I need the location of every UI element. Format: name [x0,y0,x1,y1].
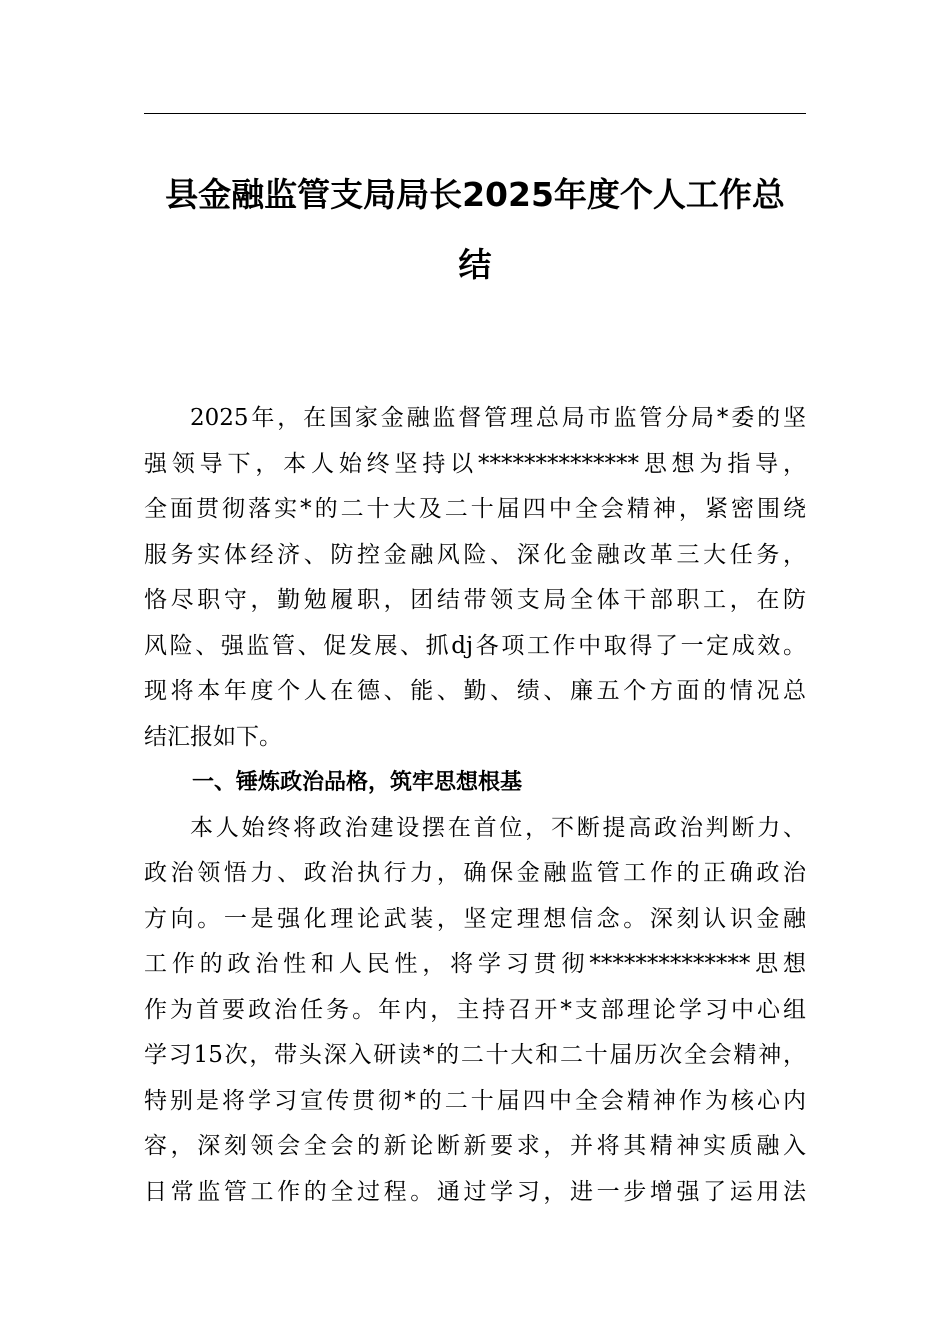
header-rule [144,113,806,114]
text-line: 日常监管工作的全过程。通过学习，进一步增强了运用法 [144,1178,806,1205]
text-line: 作为首要政治任务。年内，主持召开*支部理论学习中心组 [144,996,806,1023]
section-1-paragraph [144,806,806,1216]
text-line: 方向。一是强化理论武装，坚定理想信念。深刻认识金融 [144,905,806,932]
text-line: 容，深刻领会全会的新论断新要求，并将其精神实质融入 [144,1133,806,1159]
section-heading: 一、锤炼政治品格，筑牢思想根基 [192,770,523,795]
text-line: 服务实体经济、防控金融风险、深化金融改革三大任务， [144,541,806,568]
intro-paragraph [144,396,806,760]
text-line: 结汇报如下。 [144,723,282,750]
text-line: 特别是将学习宣传贯彻*的二十届四中全会精神作为核心内 [144,1087,806,1114]
text-line: 全面贯彻落实*的二十大及二十届四中全会精神，紧密围绕 [144,496,806,522]
text-line: 学习15次，带头深入研读*的二十大和二十届历次全会精神， [144,1042,806,1068]
text-line: 强领导下，本人始终坚持以**************思想为指导， [144,450,806,477]
document-body [144,396,806,1215]
text-line: 风险、强监管、促发展、抓dj各项工作中取得了一定成效。 [144,632,806,659]
text-line: 恪尽职守，勤勉履职，团结带领支局全体干部职工，在防 [144,587,806,613]
text-line: 工作的政治性和人民性，将学习贯彻**************思想 [144,951,806,977]
title-line: 县金融监管支局局长2025年度个人工作总 [165,175,785,214]
text-line: 2025年，在国家金融监督管理总局市监管分局*委的坚 [190,405,806,431]
text-line: 本人始终将政治建设摆在首位，不断提高政治判断力、 [190,814,806,841]
text-line: 政治领悟力、政治执行力，确保金融监管工作的正确政治 [144,860,806,886]
document-title [144,160,806,300]
text-line: 现将本年度个人在德、能、勤、绩、廉五个方面的情况总 [144,678,806,704]
title-line: 结 [458,245,492,284]
